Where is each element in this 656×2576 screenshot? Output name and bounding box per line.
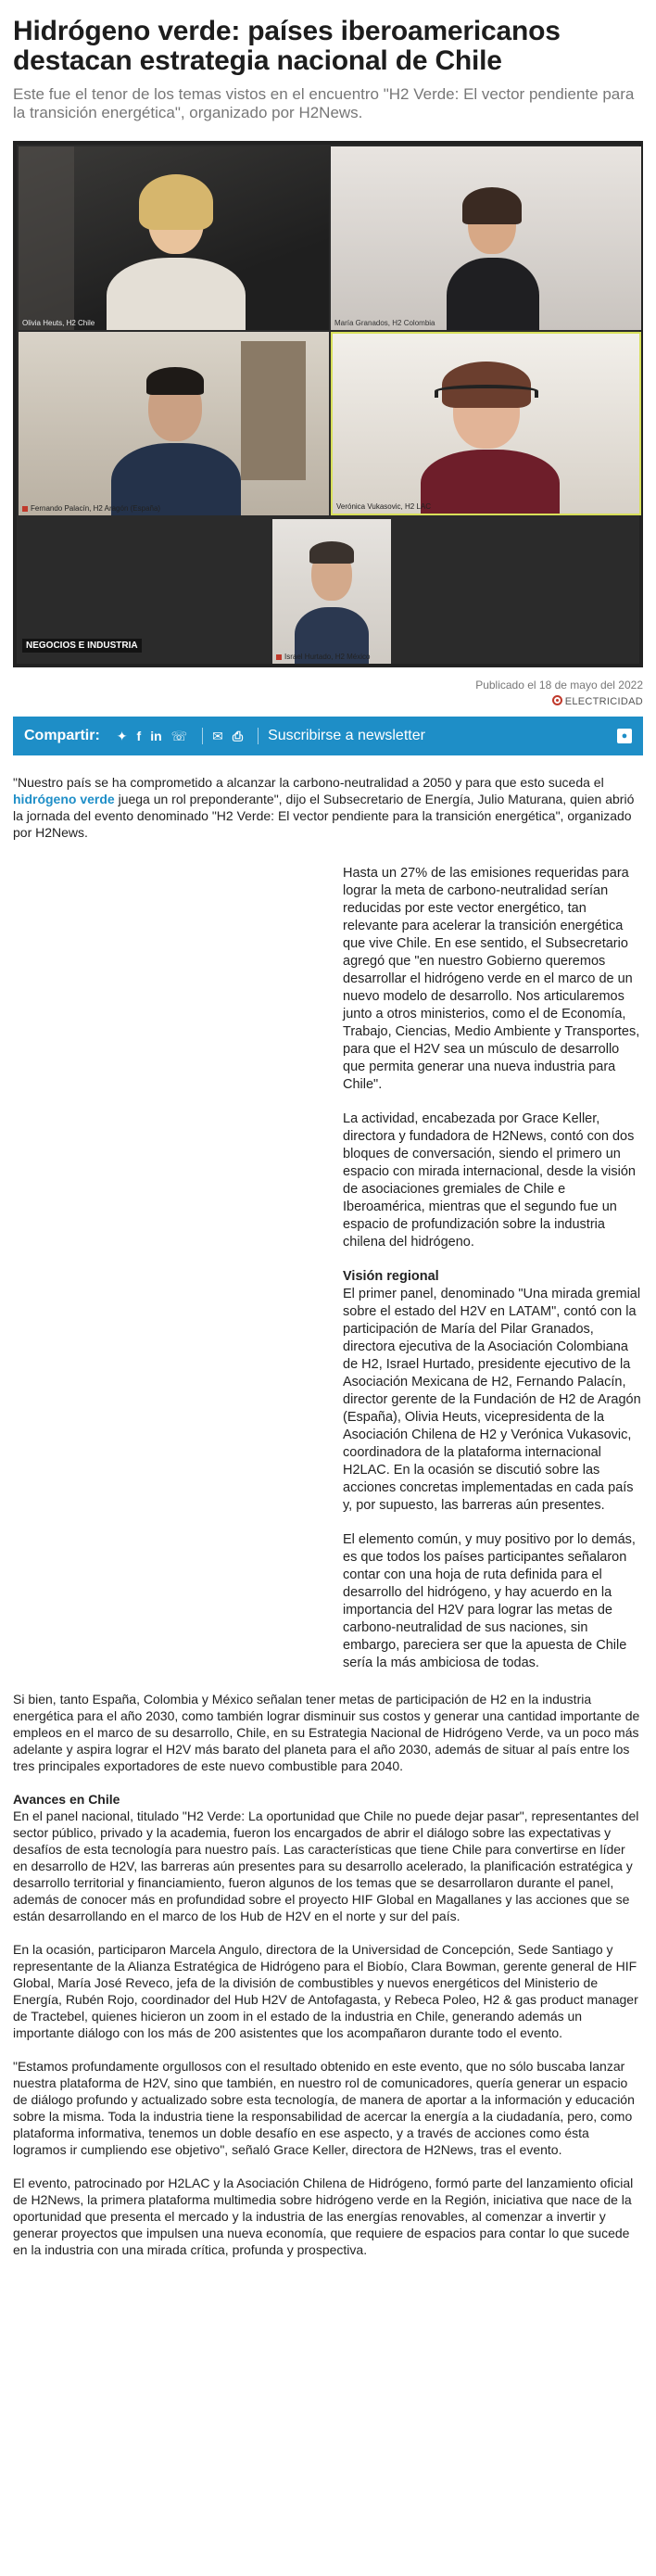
hidrogeno-verde-link[interactable]: hidrógeno verde <box>13 792 115 806</box>
share-bar <box>13 717 643 755</box>
category-icon <box>552 695 562 705</box>
article-body <box>13 774 643 2258</box>
publish-date: Publicado el 18 de mayo del 2022 <box>475 679 643 692</box>
article-title: Hidrógeno verde: países iberoamericanos destacan estrategia nacional de Chile <box>13 16 561 76</box>
section-heading: Visión regional <box>343 1269 439 1284</box>
newsletter-link[interactable]: Suscribirse a newsletter <box>268 728 425 743</box>
category-link[interactable] <box>13 695 643 707</box>
paragraph-text: En el panel nacional, titulado "H2 Verde: La oportunidad que Chile no puede dejar pasar", representantes del sector público, privado y la academia, fueron los encargados de abrir el diálogo sobre las expectativas y desafíos de esta tecnología para nuestro país. Las características que tiene Chile para convertirse en líder en desarrollo de H2V, las barreras aún presentes para su desarrollo acelerado, la planificación estratégica y desarrollo territorial y financiamiento, fueron algunos de los temas que se desarrollaron durante el panel, además de conocer más en profundidad sobre el proyecto HIF Global en Magallanes y las acciones que se están desarrollando en el marco de los Hub de H2V en el norte y sur del país. <box>13 1808 639 1923</box>
divider <box>258 728 259 744</box>
participant-label: Olivia Heuts, H2 Chile <box>22 319 95 327</box>
whatsapp-icon[interactable]: ☏ <box>170 728 188 743</box>
category-label: ELECTRICIDAD <box>564 696 643 707</box>
paragraph <box>13 774 643 841</box>
paragraph-text: El primer panel, denominado "Una mirada gremial sobre el estado del H2V en LATAM", contó con la participación de María del Pilar Granados, directora ejecutiva de la Asociación Colombiana de H2, Israel Hurtado, presidente ejecutivo de la Asociación Mexicana de H2, Fernando Palacín, director gerente de la Fundación de H2 de Aragón (España), Olivia Heuts, vicepresidenta de la Asociación Chilena de H2 y Verónica Vukasovic, coordinadora de la plataforma internacional H2LAC. En la ocasión se discutió sobre las acciones concretas implementadas en cada país y, por supuesto, las barreras aún presentes. <box>343 1287 641 1513</box>
participant-label <box>276 653 370 661</box>
twitter-icon[interactable]: ✦ <box>116 728 128 743</box>
participant-tile-active <box>331 332 641 515</box>
article-subtitle: Este fue el tenor de los temas vistos en el encuentro "H2 Verde: El vector pendiente para la transición energética", organizado por H2News. <box>13 85 635 121</box>
divider <box>202 728 203 744</box>
participant-tile <box>272 519 391 664</box>
section-heading: Avances en Chile <box>13 1792 120 1807</box>
participant-name: Israel Hurtado, H2 México <box>284 653 371 661</box>
right-column <box>343 865 643 1672</box>
paragraph-text: juega un rol preponderante", dijo el Subsecretario de Energía, Julio Maturana, quien abrió la jornada del evento denominado "H2 Verde: El vector pendiente para la transición energética", organizado por H2News. <box>13 792 635 840</box>
paragraph: La actividad, encabezada por Grace Keller, directora y fundadora de H2News, contó con dos bloques de conversación, siendo el primero un espacio con mirada internacional, desde la visión de asociaciones gremiales de Chile e Iberoamérica, mientras que el segundo fue un espacio de profundización sobre la industria chilena del hidrógeno. <box>343 1111 636 1250</box>
participant-label <box>22 504 160 513</box>
participant-name: Fernando Palacín, H2 Aragón (España) <box>31 504 161 513</box>
participant-tile <box>331 146 641 330</box>
linkedin-icon[interactable]: in <box>150 729 162 743</box>
participant-tile <box>19 146 329 330</box>
print-icon[interactable]: ⎙ <box>232 728 244 743</box>
paragraph: En la ocasión, participaron Marcela Angulo, directora de la Universidad de Concepción, Sede Santiago y representante de la Alianza Estratégica de Hidrógeno para el Biobío, Clara Bowman, gerente general de HIF Global, María José Reveco, jefa de la división de combustibles y nuevos energéticos del Ministerio de Energía, Rubén Rojo, coordinador del Hub H2V de Antofagasta, y Rebeca Poleo, H2 & gas product manager de Tractebel, quienes hicieron un zoom in el estado de la industria en Chile, generando además un importante diálogo con los más de 200 asistentes que los acompañaron durante todo el evento. <box>13 1942 638 2040</box>
rss-icon[interactable]: ● <box>617 729 632 743</box>
paragraph: Hasta un 27% de las emisiones requeridas para lograr la meta de carbono-neutralidad serían reducidas por este vector energético, tan relevante para acelerar la transición energética que vive Chile. En ese sentido, el Subsecretario agregó que "en nuestro Gobierno queremos desarrollar el hidrógeno verde en el marco de un nuevo modelo de desarrollo. Nos articularemos junto a otros ministerios, como el de Economía, Trabajo, Ciencias, Medio Ambiente y Transportes, para que el H2V sea un músculo de desarrollo que permita generar una nueva industria para Chile". <box>343 866 640 1092</box>
participant-label: Verónica Vukasovic, H2 LAC <box>336 502 431 511</box>
facebook-icon[interactable]: f <box>136 729 142 743</box>
participant-tile <box>19 332 329 515</box>
participant-label: María Granados, H2 Colombia <box>334 319 435 327</box>
paragraph: Si bien, tanto España, Colombia y México señalan tener metas de participación de H2 en la industria energética para el año 2030, como también lograr disminuir sus costos y generar una cantidad importante de empleos en el marco de su desarrollo, Chile, en su Estrategia Nacional de Hidrógeno Verde, va un poco más adelante y aspira lograr el H2V más barato del planeta para el año 2030, además de situar al país entre los tres principales exportadores de este nuevo combustible para 2040. <box>13 1692 640 1773</box>
paragraph <box>13 1791 643 1924</box>
section-tag: NEGOCIOS E INDUSTRIA <box>22 639 142 653</box>
video-conference-image <box>13 141 643 667</box>
paragraph: "Estamos profundamente orgullosos con el resultado obtenido en este evento, que no sólo buscaba lanzar nuestra plataforma de H2V, sino que también, en nuestro rol de comunicadores, quería generar un espacio de diálogo profundo y actualizado sobre esta tecnología, de manera de aportar a la información y educación sobre la misma. Toda la industria tiene la responsabilidad de acercar la energía a la ciudadanía, pero, como plataforma informativa, tenemos un doble desafío en ese aspecto, y a través de acciones como ésta logramos ir cumpliendo ese objetivo", señaló Grace Keller, directora de H2News, tras el evento. <box>13 2059 635 2157</box>
paragraph-text: "Nuestro país se ha comprometido a alcanzar la carbono-neutralidad a 2050 y para que esto suceda el <box>13 775 604 790</box>
paragraph: El elemento común, y muy positivo por lo demás, es que todos los países participantes señalaron contar con una hoja de ruta definida para el desarrollo del hidrógeno, y hay acuerdo en la importancia del H2V para lograr las metas de carbono-neutralidad de sus naciones, sin embargo, pareciera ser que la apuesta de Chile sería la más ambiciosa de todas. <box>343 1532 636 1670</box>
share-label: Compartir: <box>24 728 100 743</box>
paragraph <box>343 1268 643 1515</box>
email-icon[interactable]: ✉ <box>212 728 223 743</box>
paragraph: El evento, patrocinado por H2LAC y la Asociación Chilena de Hidrógeno, formó parte del lanzamiento oficial de H2News, la primera plataforma multimedia sobre hidrógeno verde en la Región, iniciativa que nace de la oportunidad que presenta el mercado y la industria de las energías renovables, al comenzar a invertir y generar proyectos que impulsen una nueva economía, que requiere de espacios para contar lo que sucede en la industria con una mirada crítica, profunda y prospectiva. <box>13 2176 634 2257</box>
